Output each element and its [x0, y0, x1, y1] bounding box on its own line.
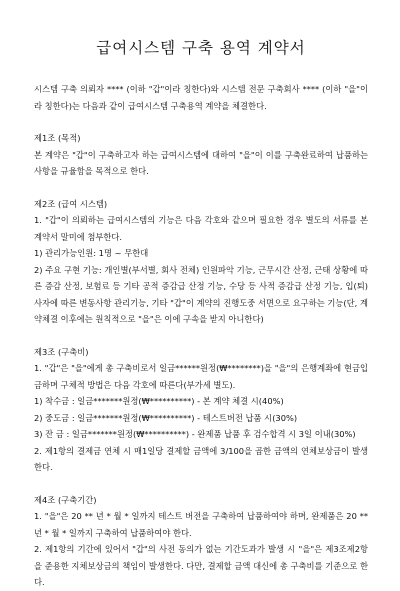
article-paragraph: 2. 제1항의 결제금 연체 시 매1일당 결제할 금액에 3/100을 곱한 금액의 연체보상금이 발생한다.: [34, 445, 368, 472]
article-item: 1) 착수금 : 일금*******원정(₩**********) - 본 계약 체결 시(40%): [34, 396, 284, 406]
article-item: 1) 관리가능인원: 1명 ~ 무한대: [34, 248, 149, 258]
article-heading: 제4조 (구축기간): [34, 494, 97, 505]
article-paragraph: 본 계약은 "갑"이 구축하고자 하는 급여시스템에 대하여 "을"이 이를 구축완료하여 납품하는 사항을 규율함을 목적으로 한다.: [34, 149, 371, 176]
article-paragraph: 1. "을"은 20 ** 년 * 월 * 일까지 테스트 버전을 구축하여 납품하여야 하며, 완제품은 20 ** 년 * 월 * 일까지 구축하여 납품하여야 한다.: [34, 511, 371, 538]
article-item: 2) 주요 구현 기능: 개인별(부서별, 회사 전체) 인원파악 기능, 근무시간 산정, 근태 상황에 따른 증감 산정, 보험료 등 기타 공적 증감급 산정 기능, 수당 등 사적 증감급 산정 기능, 입(퇴)사자에 따른 변동사항 관리기능, 기타 "갑"이 계약의 진행도중 서면으로 요구하는 기능(단, 계약체결 이후에는 원칙적으로 "을"은 이에 구속을 받지 아니한다): [34, 264, 368, 324]
article-2: [34, 196, 371, 328]
article-paragraph: 1. "갑"은 "을"에게 총 구축비로서 일금******원정(₩********)을 "을"의 은행계좌에 현금입금하며 구체적 방법은 다음 각호에 따른다(부가세 별도).: [34, 363, 368, 390]
article-4: [34, 492, 371, 591]
article-heading: 제1조 (목적): [34, 133, 81, 143]
intro-paragraph: 시스템 구축 의뢰자 **** (이하 "갑"이라 칭한다)와 시스템 전문 구축회사 **** (이하 "을"이라 칭한다)는 다음과 같이 급여시스템 구축용역 계약을 체결한다.: [34, 84, 368, 111]
article-heading: 제3조 (구축비): [34, 346, 89, 357]
article-3: [34, 344, 368, 476]
article-heading: 제2조 (급여 시스템): [34, 198, 108, 209]
article-paragraph: 2. 제1항의 기간에 있어서 "갑"의 사전 동의가 없는 기간도과가 발생 시 "을"은 제3조제2항을 준용한 지체보상금의 책임이 발생한다. 다만, 결제할 금액 대신에 총 구축비를 기준으로 한다.: [34, 544, 368, 587]
article-1: [34, 130, 371, 180]
article-paragraph: 1. "갑"이 의뢰하는 급여시스템의 기능은 다음 각호와 같으며 필요한 경우 별도의 서류를 본 계약서 말미에 첨부한다.: [34, 215, 371, 242]
document-title: 급여시스템 구축 용역 계약서: [96, 39, 306, 57]
article-item: 3) 잔 금 : 일금*******원정(₩**********) - 완제품 납품 후 검수합격 시 3일 이내(30%): [34, 429, 356, 439]
article-item: 2) 중도금 : 일금*******원정(₩**********) - 테스트버전 납품 시(30%): [34, 412, 298, 423]
